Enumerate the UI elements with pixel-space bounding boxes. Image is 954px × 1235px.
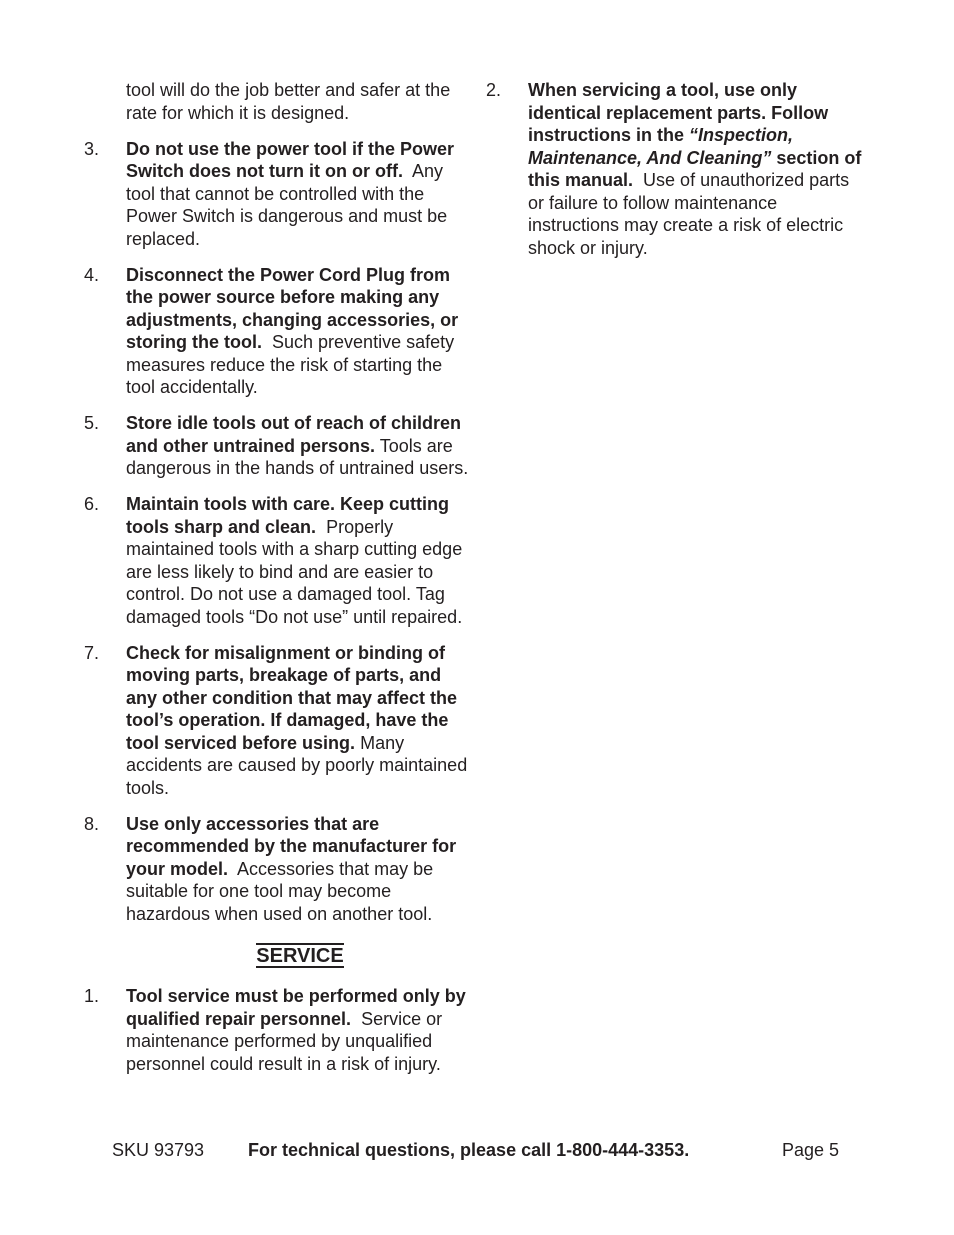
item-bold-text: Maintain tools with care. Keep cutting tools sharp and clean. bbox=[126, 494, 450, 537]
footer-page-number: Page 5 bbox=[782, 1140, 840, 1160]
item-bold-text: Store idle tools out of reach of children and other untrained persons. bbox=[126, 413, 462, 456]
item-bold-text: Disconnect the Power Cord Plug from the power source before making any adjustments, changing accessories, or storing the tool. bbox=[126, 264, 459, 352]
item-text: Any tool that cannot be controlled with the Power Switch is dangerous and must be replaced. bbox=[126, 161, 448, 249]
right-column bbox=[486, 79, 866, 273]
item-number: 3. bbox=[84, 138, 100, 159]
item-text: Use of unauthorized parts or failure to follow maintenance instructions may create a risk of electric shock or injury. bbox=[528, 170, 850, 258]
section-heading bbox=[84, 943, 474, 969]
item-bold-text: section of this manual. bbox=[528, 147, 862, 190]
list-item bbox=[486, 79, 866, 259]
item-text: Accessories that may be suitable for one tool may become hazardous when used on another tool. bbox=[126, 858, 434, 924]
item-number: 5. bbox=[84, 413, 100, 433]
item-bold-text: Tool service must be performed only by qualified repair personnel. bbox=[126, 986, 466, 1029]
item-text: Many accidents are caused by poorly maintained tools. bbox=[126, 732, 468, 798]
list-item bbox=[84, 642, 474, 800]
footer-sku: SKU 93793 bbox=[112, 1140, 205, 1160]
list-item bbox=[84, 138, 474, 251]
item-text: Such preventive safety measures reduce the risk of starting the tool accidentally. bbox=[126, 332, 455, 397]
item-bold-italic-text: “Inspection, Maintenance, And Cleaning” bbox=[528, 125, 794, 168]
list-item bbox=[84, 264, 474, 399]
list-item bbox=[84, 813, 474, 926]
item-text: Properly maintained tools with a sharp cutting edge are less likely to bind and are easier to control. Do not use a damaged tool. Tag damaged tools “Do not use” until repaired. bbox=[126, 516, 463, 627]
item-number: 2. bbox=[486, 80, 502, 100]
page-footer bbox=[0, 1139, 954, 1163]
continued-paragraph: tool will do the job better and safer at the rate for which it is designed. bbox=[126, 80, 451, 123]
item-text: Tools are dangerous in the hands of untrained users. bbox=[126, 435, 469, 478]
item-number: 6. bbox=[84, 494, 100, 514]
list-item bbox=[84, 985, 474, 1075]
item-bold-text: When servicing a tool, use only identical replacement parts. Follow instructions in the bbox=[528, 80, 829, 145]
item-bold-text: Use only accessories that are recommended by the manufacturer for your model. bbox=[126, 813, 457, 879]
item-text: Service or maintenance performed by unqualified personnel could result in a risk of injury. bbox=[126, 1008, 443, 1074]
section-heading-text: SERVICE bbox=[256, 945, 344, 967]
list-item bbox=[84, 412, 474, 480]
item-number: 1. bbox=[84, 986, 100, 1006]
item-number: 7. bbox=[84, 642, 100, 663]
item-bold-text: Check for misalignment or binding of moving parts, breakage of parts, and any other condition that may affect the tool’s operation. If damaged, have the tool serviced before using. bbox=[126, 642, 458, 753]
item-bold-text: Do not use the power tool if the Power Switch does not turn it on or off. bbox=[126, 138, 455, 181]
left-column bbox=[84, 79, 474, 1089]
item-number: 8. bbox=[84, 813, 100, 834]
item-number: 4. bbox=[84, 264, 100, 285]
footer-tech-support: For technical questions, please call 1-800-444-3353. bbox=[248, 1140, 690, 1160]
list-item bbox=[84, 493, 474, 628]
